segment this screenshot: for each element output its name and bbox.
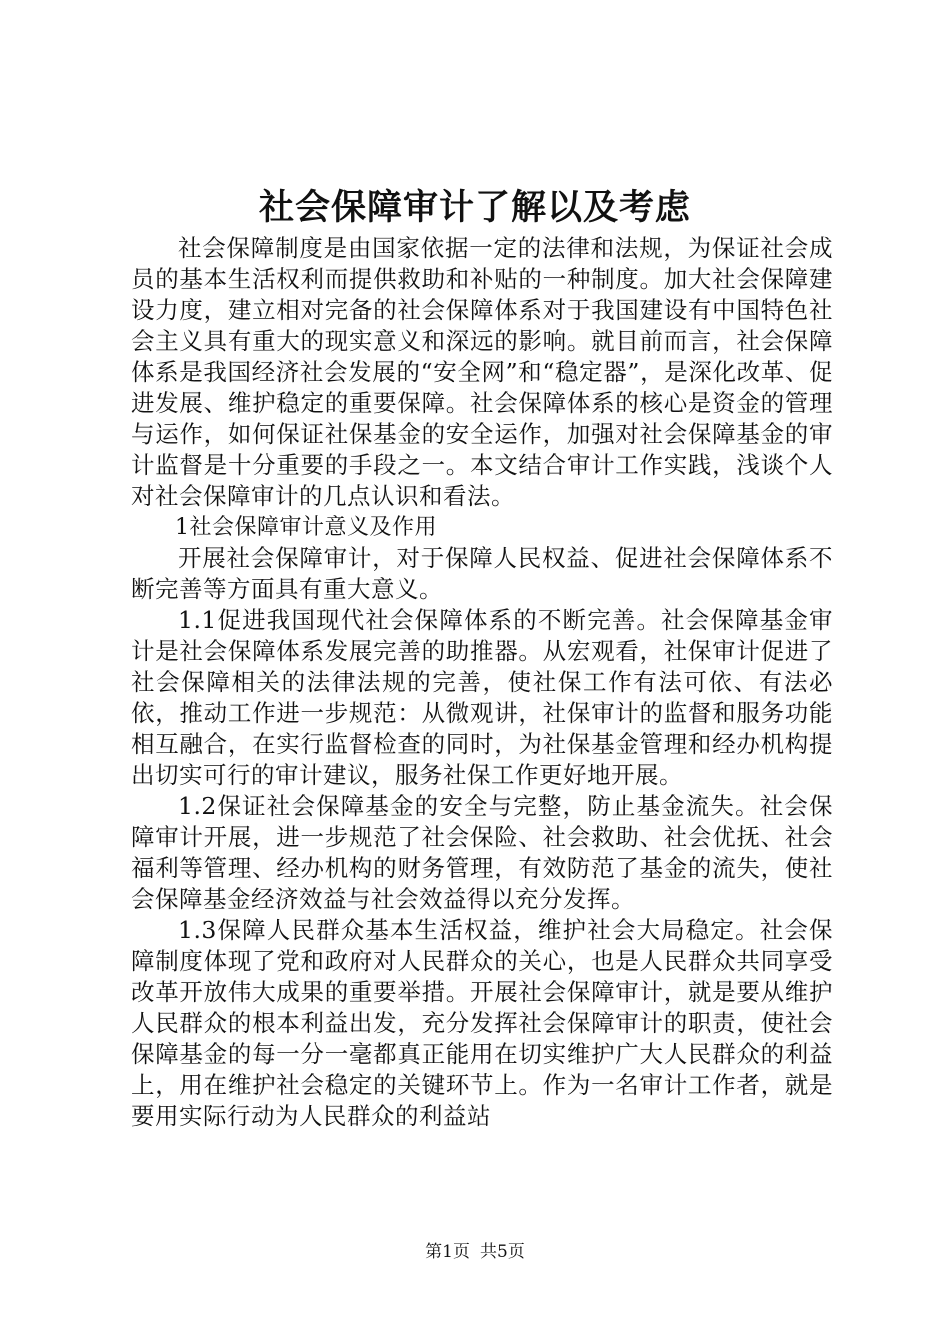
paragraph-1-1: 1.1促进我国现代社会保障体系的不断完善。社会保障基金审计是社会保障体系发展完善的助推器。从宏观看，社保审计促进了社会保障相关的法律法规的完善，使社保工作有法可依、有法必依，推动工作进一步规范：从微观讲，社保审计的监督和服务功能相互融合，在实行监督检查的同时，为社保基金管理和经办机构提出切实可行的审计建议，服务社保工作更好地开展。 bbox=[131, 606, 833, 789]
document-body bbox=[131, 233, 833, 1132]
paragraph-1-2: 1.2保证社会保障基金的安全与完整，防止基金流失。社会保障审计开展，进一步规范了社会保险、社会救助、社会优抚、社会福利等管理、经办机构的财务管理，有效防范了基金的流失，使社会保障基金经济效益与社会效益得以充分发挥。 bbox=[131, 792, 833, 913]
document-title: 社会保障审计了解以及考虑 bbox=[258, 187, 691, 228]
page-footer bbox=[0, 1240, 950, 1264]
paragraph-intro: 社会保障制度是由国家依据一定的法律和法规，为保证社会成员的基本生活权利而提供救助和补贴的一种制度。加大社会保障建设力度，建立相对完备的社会保障体系对于我国建设有中国特色社会主义具有重大的现实意义和深远的影响。就目前而言，社会保障体系是我国经济社会发展的“安全网”和“稳定器”，是深化改革、促进发展、维护稳定的重要保障。社会保障体系的核心是资金的管理与运作，如何保证社保基金的安全运作，加强对社会保障基金的审计监督是十分重要的手段之一。本文结合审计工作实践，浅谈个人对社会保障审计的几点认识和看法。 bbox=[131, 234, 833, 510]
section-heading: 1社会保障审计意义及作用 bbox=[175, 515, 437, 540]
paragraph-significance: 开展社会保障审计，对于保障人民权益、促进社会保障体系不断完善等方面具有重大意义。 bbox=[131, 544, 833, 603]
page-number: 第1页 bbox=[425, 1242, 470, 1262]
page-total: 共5页 bbox=[480, 1242, 525, 1262]
paragraph-1-3: 1.3保障人民群众基本生活权益，维护社会大局稳定。社会保障制度体现了党和政府对人民群众的关心，也是人民群众共同享受改革开放伟大成果的重要举措。开展社会保障审计，就是要从维护人民群众的根本利益出发，充分发挥社会保障审计的职责，使社会保障基金的每一分一毫都真正能用在切实维护广大人民群众的利益上，用在维护社会稳定的关键环节上。作为一名审计工作者，就是要用实际行动为人民群众的利益站 bbox=[131, 916, 833, 1130]
